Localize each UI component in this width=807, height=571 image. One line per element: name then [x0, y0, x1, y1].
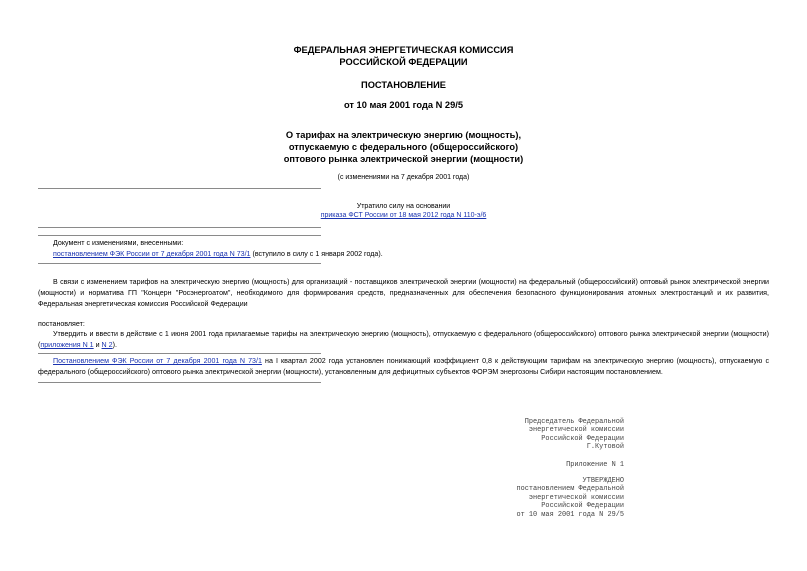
changes-note-ref	[53, 249, 753, 260]
divider	[38, 263, 321, 264]
resolution-and: и	[93, 341, 102, 349]
approved-block	[516, 477, 624, 519]
divider	[38, 227, 321, 228]
divider	[38, 235, 321, 236]
document-date: от 10 мая 2001 года N 29/5	[343, 100, 464, 110]
org-name-line1: ФЕДЕРАЛЬНАЯ ЭНЕРГЕТИЧЕСКАЯ КОМИССИЯ	[293, 45, 514, 55]
amendments-note: (с изменениями на 7 декабря 2001 года)	[337, 174, 470, 181]
signature-name: Г.Кутовой	[586, 443, 624, 452]
divider	[38, 382, 321, 383]
repeal-notice-link-wrap	[0, 212, 807, 219]
resolution-text: Утвердить и ввести в действие с 1 июня 2001 года прилагаемые тарифы на электрическую энергию (мощность), отпускаемую с федерального (общероссийского) оптового рынка электрической энергии (мощности) (	[38, 330, 769, 349]
amendment-effective: (вступило в силу с 1 января 2002 года).	[250, 250, 383, 258]
resolution-paragraph	[38, 329, 769, 351]
divider	[38, 353, 321, 354]
title-line2: отпускаемую с федерального (общероссийского)	[288, 142, 519, 152]
divider	[38, 188, 321, 189]
changes-note-label: Документ с изменениями, внесенными:	[53, 239, 184, 247]
approved-line5: от 10 мая 2001 года N 29/5	[516, 510, 624, 519]
signature-line2: энергетической комиссии	[528, 426, 624, 435]
appendix-label: Приложение N 1	[566, 461, 624, 469]
appendix2-link[interactable]: N 2	[101, 341, 113, 349]
org-name-line2: РОССИЙСКОЙ ФЕДЕРАЦИИ	[339, 57, 468, 67]
signature-line3: Российской Федерации	[541, 434, 624, 443]
approved-line3: энергетической комиссии	[528, 493, 624, 502]
title-line1: О тарифах на электрическую энергию (мощность),	[285, 130, 522, 140]
repeal-order-link[interactable]: приказа ФСТ России от 18 мая 2012 года N 110-э/6	[320, 212, 487, 219]
resolves-label: постановляет:	[38, 320, 85, 328]
signature-block	[525, 418, 624, 452]
preamble-paragraph: В связи с изменением тарифов на электрическую энергию (мощность) для организаций - поставщиков электрической энергии (мощности) на федеральный (общероссийский) оптовый рынок электрической энергии (мощности) и норматива ГП "Концерн "Росэнергоатом", необходимого для формирования средств, предназначенных для обеспечения безопасного функционирования атомных электростанций и их развития, Федеральная энергетическая комиссия Российской Федерации	[38, 278, 769, 308]
title-line3: оптового рынка электрической энергии (мощности)	[283, 154, 524, 164]
resolution-end: ).	[112, 341, 117, 349]
appendix1-link[interactable]: приложения N 1	[40, 341, 94, 349]
amendment-link[interactable]: постановлением ФЭК России от 7 декабря 2001 года N 73/1	[53, 250, 251, 258]
document-type: ПОСТАНОВЛЕНИЕ	[361, 80, 446, 90]
coefficient-text: на I квартал 2002 года установлен понижающий коэффициент 0,8 к действующим тарифам на электрическую энергию (мощность), отпускаемую с федерального (общероссийского) оптового рынка электрической энергии (мощности), установленным для дефицитных субъектов ФОРЭМ энергозоны Сибири настоящим постановлением.	[38, 357, 770, 376]
resolution-73-1-link[interactable]: Постановлением ФЭК России от 7 декабря 2001 года N 73/1	[53, 357, 262, 365]
approved-line1: УТВЕРЖДЕНО	[582, 477, 624, 485]
approved-line2: постановлением Федеральной	[516, 485, 624, 494]
signature-line1: Председатель Федеральной	[524, 418, 624, 426]
coefficient-paragraph	[38, 356, 769, 378]
repeal-notice: Утратило силу на основании	[356, 203, 451, 210]
approved-line4: Российской Федерации	[541, 502, 624, 511]
